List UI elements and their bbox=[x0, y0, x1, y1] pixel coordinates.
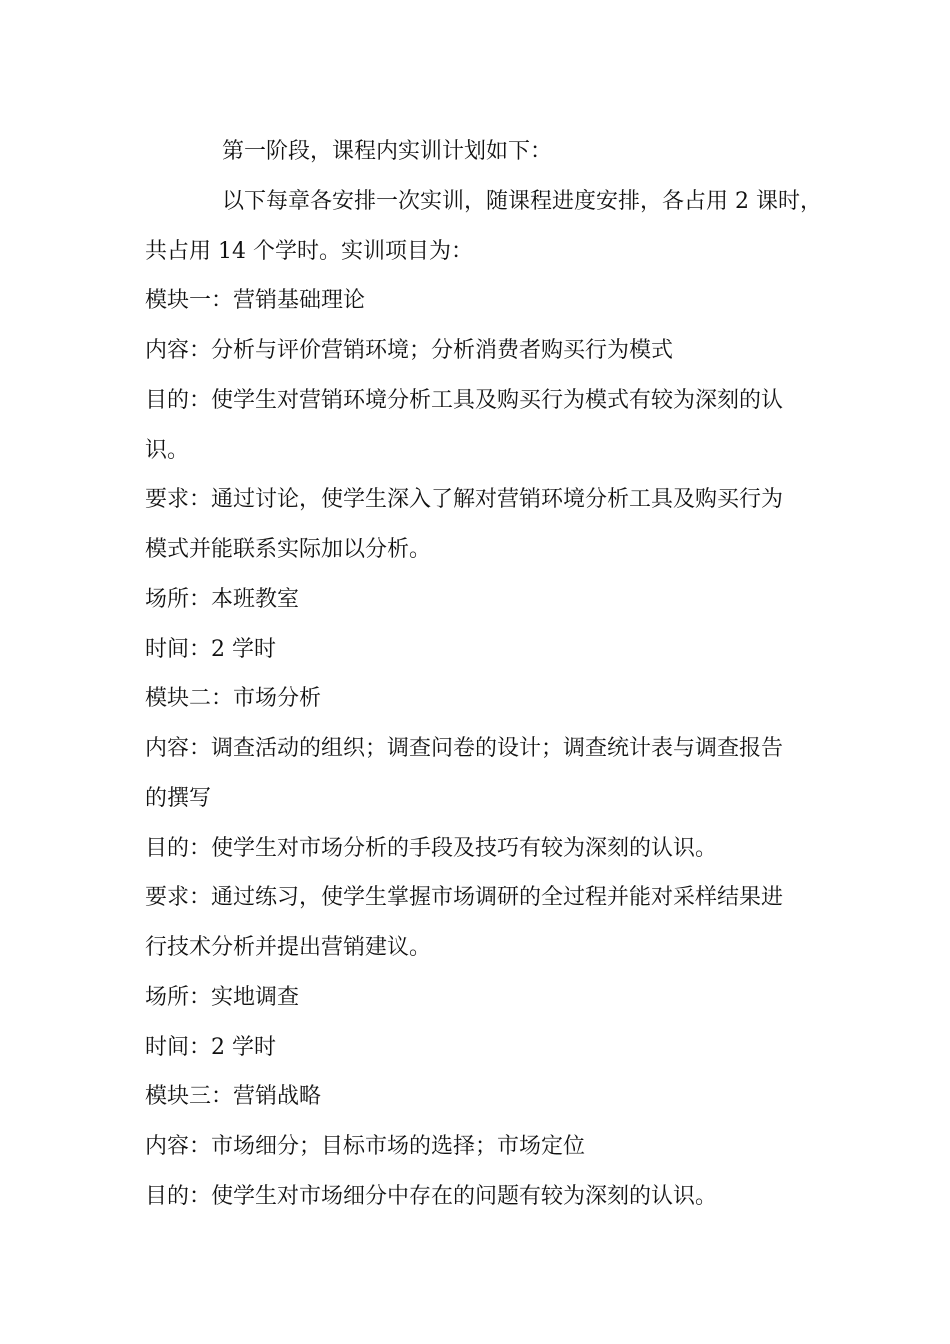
module-title: 模块二：市场分析 bbox=[145, 686, 322, 712]
document-body bbox=[145, 134, 822, 1229]
content-line: 内容：调查活动的组织；调查问卷的设计；调查统计表与调查报告 bbox=[145, 736, 784, 761]
purpose-line: 识。 bbox=[145, 437, 190, 463]
paragraph-line: 共占用 14 个学时。实训项目为： bbox=[145, 238, 473, 264]
paragraph-line: 以下每章各安排一次实训，随课程进度安排，各占用 2 课时， bbox=[222, 188, 822, 214]
section-heading: 第一阶段，课程内实训计划如下： bbox=[222, 139, 553, 164]
requirement-line: 模式并能联系实际加以分析。 bbox=[145, 537, 432, 562]
content-line: 内容：分析与评价营销环境；分析消费者购买行为模式 bbox=[145, 338, 674, 363]
purpose-line: 目的：使学生对市场分析的手段及技巧有较为深刻的认识。 bbox=[145, 835, 718, 861]
time-line: 时间：2 学时 bbox=[145, 636, 276, 662]
location-line: 场所：本班教室 bbox=[145, 586, 300, 612]
location-line: 场所：实地调查 bbox=[145, 984, 300, 1010]
module-title: 模块三：营销战略 bbox=[145, 1084, 322, 1110]
requirement-line: 行技术分析并提出营销建议。 bbox=[145, 935, 432, 960]
time-line: 时间：2 学时 bbox=[145, 1034, 276, 1060]
requirement-line: 要求：通过练习，使学生掌握市场调研的全过程并能对采样结果进 bbox=[145, 885, 784, 911]
purpose-line: 目的：使学生对市场细分中存在的问题有较为深刻的认识。 bbox=[145, 1183, 718, 1209]
content-line: 内容：市场细分；目标市场的选择；市场定位 bbox=[145, 1134, 586, 1159]
module-title: 模块一：营销基础理论 bbox=[145, 288, 366, 314]
purpose-line: 目的：使学生对营销环境分析工具及购买行为模式有较为深刻的认 bbox=[145, 387, 784, 413]
requirement-line: 要求：通过讨论，使学生深入了解对营销环境分析工具及购买行为 bbox=[145, 487, 784, 513]
content-line: 的撰写 bbox=[145, 785, 212, 811]
